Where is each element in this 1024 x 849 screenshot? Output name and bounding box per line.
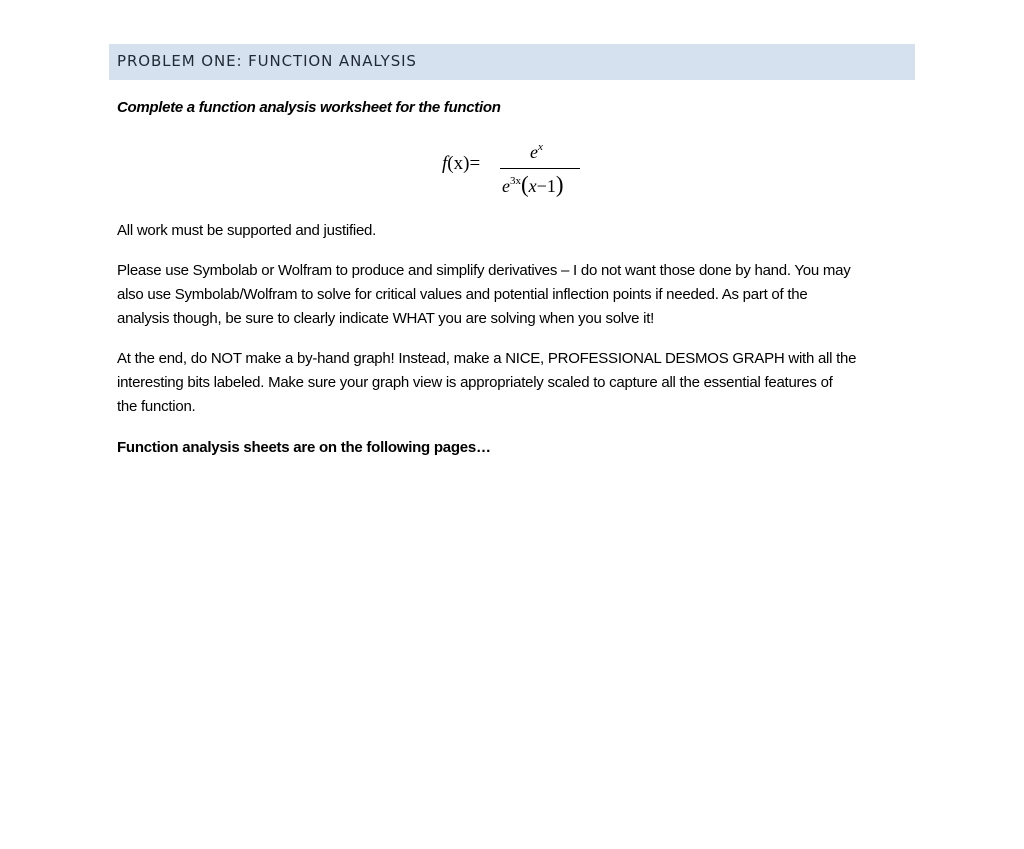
paragraph-line: the function. <box>117 398 196 415</box>
denominator-base: e <box>502 176 510 196</box>
formula-function-name: f <box>442 153 448 174</box>
numerator-base: e <box>530 142 538 162</box>
section-heading-band <box>109 44 915 80</box>
formula-numerator <box>530 141 543 163</box>
paragraph-line: also use Symbolab/Wolfram to solve for critical values and potential inflection points if needed. As part of the <box>117 286 808 303</box>
formula-equals: = <box>469 153 481 174</box>
paragraph-line: At the end, do NOT make a by-hand graph! Instead, make a NICE, PROFESSIONAL DESMOS GRAPH with all the <box>117 350 857 367</box>
fraction-bar <box>500 168 580 169</box>
denominator-open-paren: ( <box>521 172 529 197</box>
paragraph-derivatives <box>117 259 851 331</box>
paragraph-line: Please use Symbolab or Wolfram to produce and simplify derivatives – I do not want those done by hand. You may <box>117 262 851 279</box>
denominator-close-paren: ) <box>555 172 564 197</box>
instruction-text: Complete a function analysis worksheet for the function <box>117 99 501 116</box>
section-heading: PROBLEM ONE: FUNCTION ANALYSIS <box>117 52 417 70</box>
denominator-exponent: 3x <box>510 175 521 187</box>
formula-lhs <box>442 153 480 175</box>
formula-argument: (x) <box>447 153 470 174</box>
paragraph-justification: All work must be supported and justified. <box>117 222 377 239</box>
paragraph-following-pages: Function analysis sheets are on the following pages… <box>117 439 491 456</box>
numerator-exponent: x <box>538 141 543 153</box>
paragraph-line: interesting bits labeled. Make sure your graph view is appropriately scaled to capture all the essential features of <box>117 374 833 391</box>
denominator-variable: x <box>528 176 537 196</box>
formula-denominator <box>502 172 564 198</box>
paragraph-line: analysis though, be sure to clearly indicate WHAT you are solving when you solve it! <box>117 310 655 327</box>
function-formula <box>439 138 589 204</box>
paragraph-graph <box>117 347 856 419</box>
denominator-rest: −1 <box>536 176 556 196</box>
